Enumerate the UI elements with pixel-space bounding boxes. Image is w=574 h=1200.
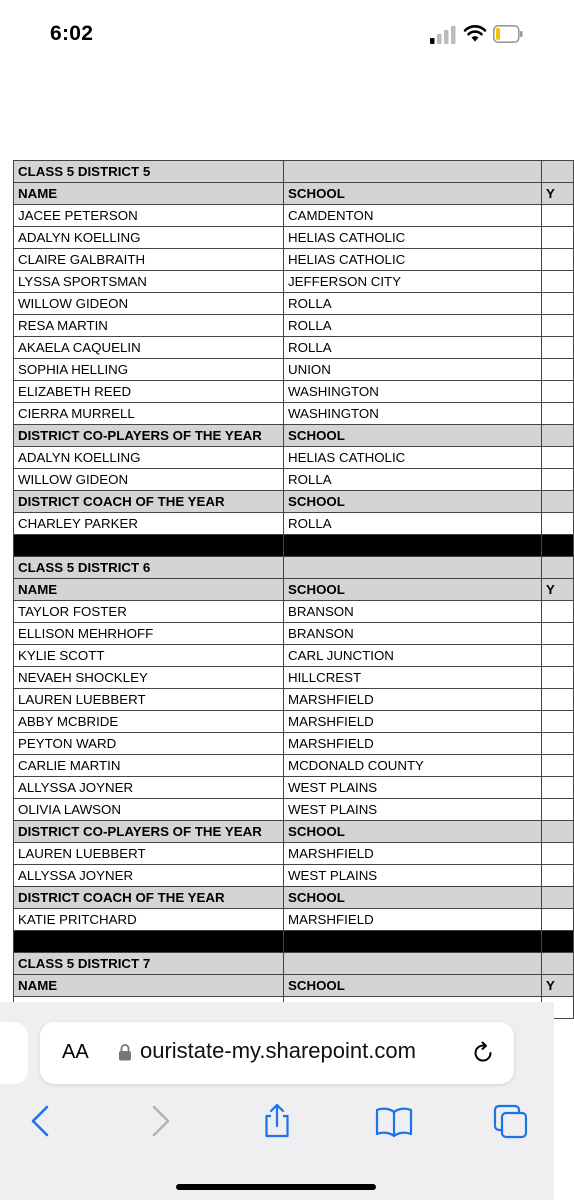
table-cell: AKAELA CAQUELIN bbox=[14, 337, 284, 359]
table-cell: KYLIE SCOTT bbox=[14, 645, 284, 667]
table-row bbox=[14, 909, 574, 931]
table-cell bbox=[542, 711, 574, 733]
table-cell: MARSHFIELD bbox=[284, 909, 542, 931]
table-cell: MARSHFIELD bbox=[284, 689, 542, 711]
table-cell bbox=[542, 667, 574, 689]
table-cell: ELLISON MEHRHOFF bbox=[14, 623, 284, 645]
table-row bbox=[14, 711, 574, 733]
section-divider bbox=[14, 535, 574, 557]
table-cell: MARSHFIELD bbox=[284, 843, 542, 865]
table-cell bbox=[542, 777, 574, 799]
table-cell bbox=[14, 931, 284, 953]
table-cell: DISTRICT COACH OF THE YEAR bbox=[14, 491, 284, 513]
table-cell bbox=[284, 557, 542, 579]
clock-time: 6:02 bbox=[50, 22, 94, 45]
section-divider bbox=[14, 931, 574, 953]
table-cell bbox=[542, 469, 574, 491]
table-cell bbox=[542, 953, 574, 975]
district-title-row bbox=[14, 161, 574, 183]
table-cell bbox=[542, 645, 574, 667]
table-cell: NEVAEH SHOCKLEY bbox=[14, 667, 284, 689]
district-title-row bbox=[14, 557, 574, 579]
district-title-row bbox=[14, 953, 574, 975]
table-cell: DISTRICT COACH OF THE YEAR bbox=[14, 887, 284, 909]
table-cell bbox=[542, 425, 574, 447]
table-cell bbox=[542, 161, 574, 183]
table-cell: SCHOOL bbox=[284, 821, 542, 843]
table-cell: LYSSA SPORTSMAN bbox=[14, 271, 284, 293]
table-cell bbox=[542, 865, 574, 887]
table-cell bbox=[542, 821, 574, 843]
cellular-signal-icon bbox=[430, 26, 458, 44]
table-cell bbox=[542, 337, 574, 359]
table-cell bbox=[542, 249, 574, 271]
table-row bbox=[14, 799, 574, 821]
table-cell bbox=[542, 601, 574, 623]
table-row bbox=[14, 733, 574, 755]
table-row bbox=[14, 315, 574, 337]
table-cell: ADALYN KOELLING bbox=[14, 447, 284, 469]
table-row bbox=[14, 469, 574, 491]
table-cell: NAME bbox=[14, 975, 284, 997]
table-cell: RESA MARTIN bbox=[14, 315, 284, 337]
table-row bbox=[14, 601, 574, 623]
table-cell: DISTRICT CO-PLAYERS OF THE YEAR bbox=[14, 425, 284, 447]
table-row bbox=[14, 293, 574, 315]
table-cell bbox=[542, 887, 574, 909]
battery-icon bbox=[493, 25, 523, 43]
table-cell bbox=[542, 359, 574, 381]
table-cell: Y bbox=[542, 579, 574, 601]
table-cell: ALLYSSA JOYNER bbox=[14, 865, 284, 887]
table-cell: KATIE PRITCHARD bbox=[14, 909, 284, 931]
table-row bbox=[14, 513, 574, 535]
table-cell: Y bbox=[542, 183, 574, 205]
table-cell: SCHOOL bbox=[284, 183, 542, 205]
table-header-row bbox=[14, 821, 574, 843]
table-cell: JACEE PETERSON bbox=[14, 205, 284, 227]
table-row bbox=[14, 689, 574, 711]
table-cell bbox=[542, 909, 574, 931]
table-cell: MARSHFIELD bbox=[284, 733, 542, 755]
table-cell bbox=[284, 931, 542, 953]
table-cell bbox=[542, 623, 574, 645]
table-cell: WEST PLAINS bbox=[284, 865, 542, 887]
table-cell: LAUREN LUEBBERT bbox=[14, 843, 284, 865]
home-indicator bbox=[176, 1184, 376, 1190]
text-size-label: AA bbox=[62, 1041, 89, 1063]
table-cell bbox=[542, 271, 574, 293]
table-cell: ALLYSSA JOYNER bbox=[14, 777, 284, 799]
table-header-row bbox=[14, 491, 574, 513]
table-cell: CARL JUNCTION bbox=[284, 645, 542, 667]
previous-tab-card[interactable] bbox=[0, 1022, 28, 1084]
table-cell: MARSHFIELD bbox=[284, 711, 542, 733]
table-cell: LAUREN LUEBBERT bbox=[14, 689, 284, 711]
table-row bbox=[14, 271, 574, 293]
table-cell: ROLLA bbox=[284, 293, 542, 315]
table-cell: CAMDENTON bbox=[284, 205, 542, 227]
table-row bbox=[14, 667, 574, 689]
table-row bbox=[14, 337, 574, 359]
table-cell: HELIAS CATHOLIC bbox=[284, 227, 542, 249]
table-cell: WASHINGTON bbox=[284, 381, 542, 403]
table-cell bbox=[542, 557, 574, 579]
table-cell: CHARLEY PARKER bbox=[14, 513, 284, 535]
table-cell bbox=[542, 733, 574, 755]
table-row bbox=[14, 205, 574, 227]
wifi-icon bbox=[463, 23, 487, 43]
table-cell: UNION bbox=[284, 359, 542, 381]
table-cell: OLIVIA LAWSON bbox=[14, 799, 284, 821]
table-cell bbox=[542, 931, 574, 953]
table-cell: HELIAS CATHOLIC bbox=[284, 447, 542, 469]
table-cell bbox=[542, 315, 574, 337]
table-cell bbox=[542, 381, 574, 403]
table-cell bbox=[542, 799, 574, 821]
table-cell bbox=[542, 447, 574, 469]
table-cell: CLASS 5 DISTRICT 5 bbox=[14, 161, 284, 183]
table-cell: TAYLOR FOSTER bbox=[14, 601, 284, 623]
table-row bbox=[14, 645, 574, 667]
reload-icon[interactable] bbox=[470, 1040, 496, 1066]
table-cell bbox=[284, 161, 542, 183]
share-icon[interactable] bbox=[257, 1102, 297, 1142]
table-header-row bbox=[14, 975, 574, 997]
table-row bbox=[14, 227, 574, 249]
table-cell: BRANSON bbox=[284, 601, 542, 623]
table-cell: BRANSON bbox=[284, 623, 542, 645]
table-cell: WEST PLAINS bbox=[284, 777, 542, 799]
table-cell bbox=[284, 535, 542, 557]
table-cell: JEFFERSON CITY bbox=[284, 271, 542, 293]
table-row bbox=[14, 755, 574, 777]
tabs-icon[interactable] bbox=[491, 1102, 531, 1142]
table-row bbox=[14, 359, 574, 381]
table-cell bbox=[542, 755, 574, 777]
table-cell: PEYTON WARD bbox=[14, 733, 284, 755]
table-cell bbox=[542, 205, 574, 227]
table-cell: ROLLA bbox=[284, 315, 542, 337]
back-icon[interactable] bbox=[22, 1102, 62, 1142]
table-cell: WILLOW GIDEON bbox=[14, 293, 284, 315]
table-cell: DISTRICT CO-PLAYERS OF THE YEAR bbox=[14, 821, 284, 843]
table-cell: SCHOOL bbox=[284, 579, 542, 601]
table-header-row bbox=[14, 183, 574, 205]
table-header-row bbox=[14, 579, 574, 601]
status-bar bbox=[0, 0, 554, 70]
table-cell bbox=[542, 513, 574, 535]
table-cell: ROLLA bbox=[284, 469, 542, 491]
table-cell bbox=[542, 403, 574, 425]
table-cell: CARLIE MARTIN bbox=[14, 755, 284, 777]
table-cell: ROLLA bbox=[284, 513, 542, 535]
browser-toolbar bbox=[0, 1102, 554, 1200]
table-cell bbox=[542, 227, 574, 249]
table-cell: WILLOW GIDEON bbox=[14, 469, 284, 491]
table-row bbox=[14, 623, 574, 645]
table-row bbox=[14, 447, 574, 469]
forward-icon[interactable] bbox=[140, 1102, 180, 1142]
bookmarks-icon[interactable] bbox=[374, 1102, 414, 1142]
table-row bbox=[14, 843, 574, 865]
table-cell: ADALYN KOELLING bbox=[14, 227, 284, 249]
table-cell bbox=[542, 535, 574, 557]
url-text[interactable]: ouristate-my.sharepoint.com bbox=[140, 1038, 416, 1063]
table-row bbox=[14, 777, 574, 799]
address-bar-area bbox=[0, 1002, 554, 1102]
table-cell: Y bbox=[542, 975, 574, 997]
table-header-row bbox=[14, 887, 574, 909]
table-cell: SCHOOL bbox=[284, 975, 542, 997]
table-row bbox=[14, 249, 574, 271]
table-cell bbox=[542, 491, 574, 513]
table-cell: HELIAS CATHOLIC bbox=[284, 249, 542, 271]
table-cell: SCHOOL bbox=[284, 491, 542, 513]
lock-icon bbox=[118, 1043, 132, 1061]
table-cell bbox=[542, 689, 574, 711]
table-header-row bbox=[14, 425, 574, 447]
table-cell: CLASS 5 DISTRICT 7 bbox=[14, 953, 284, 975]
table-cell: ROLLA bbox=[284, 337, 542, 359]
table-cell: SCHOOL bbox=[284, 425, 542, 447]
table-cell: CLAIRE GALBRAITH bbox=[14, 249, 284, 271]
address-bar[interactable] bbox=[40, 1022, 514, 1084]
table-cell: CIERRA MURRELL bbox=[14, 403, 284, 425]
table-cell bbox=[542, 293, 574, 315]
table-cell: WEST PLAINS bbox=[284, 799, 542, 821]
table-cell: ELIZABETH REED bbox=[14, 381, 284, 403]
table-cell: WASHINGTON bbox=[284, 403, 542, 425]
table-cell: CLASS 5 DISTRICT 6 bbox=[14, 557, 284, 579]
table-cell: HILLCREST bbox=[284, 667, 542, 689]
table-row bbox=[14, 381, 574, 403]
table-cell bbox=[14, 535, 284, 557]
table-cell bbox=[542, 843, 574, 865]
document-view[interactable] bbox=[0, 70, 554, 1000]
table-row bbox=[14, 403, 574, 425]
table-cell: ABBY MCBRIDE bbox=[14, 711, 284, 733]
table-cell: MCDONALD COUNTY bbox=[284, 755, 542, 777]
table-cell: NAME bbox=[14, 579, 284, 601]
text-size-button[interactable] bbox=[62, 1041, 89, 1064]
table-cell: SCHOOL bbox=[284, 887, 542, 909]
table-cell bbox=[284, 953, 542, 975]
spreadsheet-table bbox=[13, 160, 574, 1019]
table-cell: NAME bbox=[14, 183, 284, 205]
table-cell: SOPHIA HELLING bbox=[14, 359, 284, 381]
table-row bbox=[14, 865, 574, 887]
